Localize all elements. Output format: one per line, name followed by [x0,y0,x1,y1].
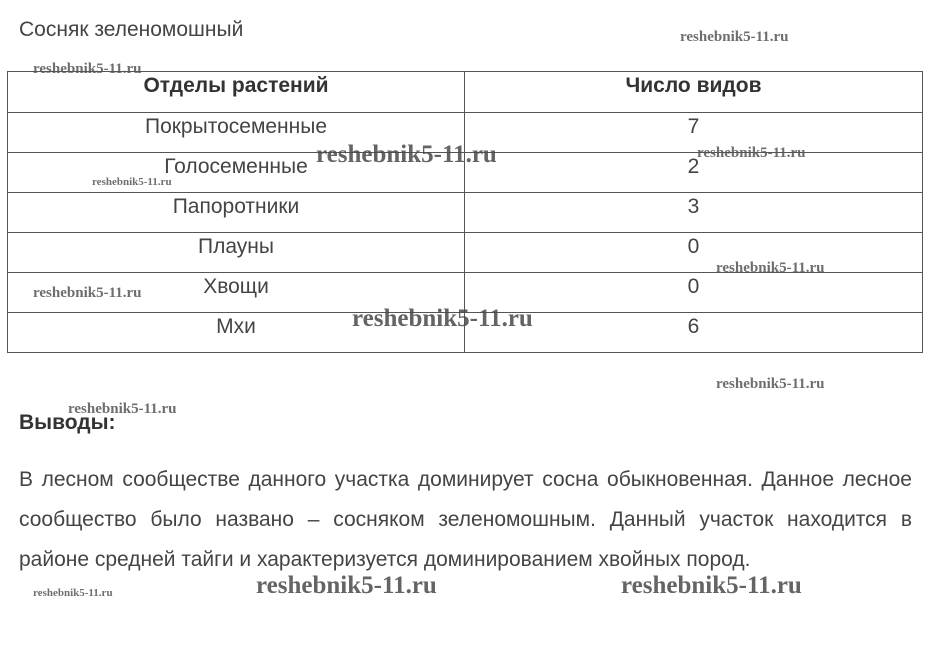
watermark: reshebnik5-11.ru [33,61,142,77]
count-cell: 6 [465,313,923,353]
watermark: reshebnik5-11.ru [92,176,172,188]
count-cell: 2 [465,153,923,193]
column-header-division: Отделы растений [8,72,465,113]
page-title: Сосняк зеленомошный [19,18,244,41]
watermark: reshebnik5-11.ru [68,401,177,417]
table-row [8,193,923,233]
count-cell: 3 [465,193,923,233]
division-cell: Папоротники [8,193,465,233]
table-header-row [8,72,923,113]
watermark: reshebnik5-11.ru [256,572,437,599]
watermark: reshebnik5-11.ru [33,587,113,599]
watermark: reshebnik5-11.ru [316,141,497,168]
watermark: reshebnik5-11.ru [621,572,802,599]
division-cell: Плауны [8,233,465,273]
conclusions-text: В лесном сообществе данного участка доминирует сосна обыкновенная. Данное лесное сообщество было названо – сосняком зеленомошным. Данный участок находится в районе средней тайги и характеризуется доминированием хвойных пород. [19,468,912,571]
watermark: reshebnik5-11.ru [352,305,533,332]
watermark: reshebnik5-11.ru [680,29,789,45]
column-header-count: Число видов [465,72,923,113]
conclusions-heading: Выводы: [19,411,116,434]
count-cell: 0 [465,273,923,313]
division-cell: Хвощи [8,273,465,313]
count-cell: 0 [465,233,923,273]
watermark: reshebnik5-11.ru [716,376,825,392]
division-cell: Мхи [8,313,465,353]
watermark: reshebnik5-11.ru [716,260,825,276]
count-cell: 7 [465,113,923,153]
watermark: reshebnik5-11.ru [33,285,142,301]
division-cell: Покрытосеменные [8,113,465,153]
watermark: reshebnik5-11.ru [697,145,806,161]
division-cell: Голосеменные [8,153,465,193]
